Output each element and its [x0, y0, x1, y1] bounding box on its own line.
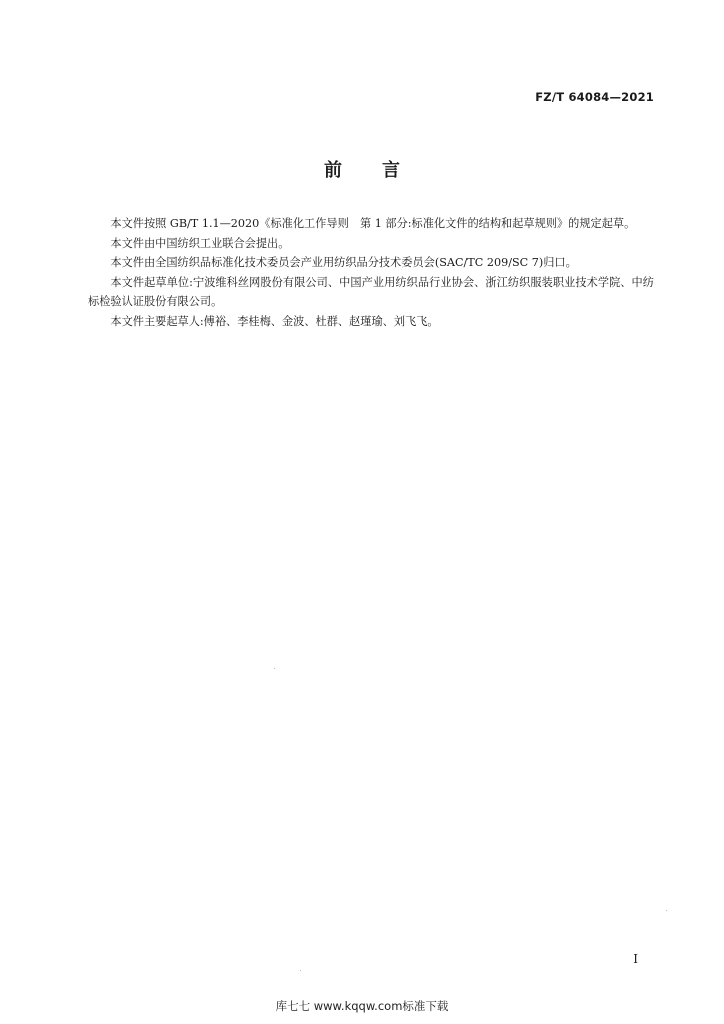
- paragraph-drafting-organizations: 本文件起草单位:宁波维科丝网股份有限公司、中国产业用纺织品行业协会、浙江纺织服装职业技术学院、中纺标检验认证股份有限公司。: [88, 275, 654, 308]
- page-title: 前言: [324, 160, 440, 181]
- paragraph-technical-committee: 本文件由全国纺织品标准化技术委员会产业用纺织品分技术委员会(SAC/TC 209/SC 7)归口。: [110, 256, 577, 269]
- footer-watermark: 库七七 www.kqqw.com标准下载: [275, 999, 449, 1013]
- foreword-body: [88, 214, 654, 331]
- scan-speck: [300, 970, 301, 971]
- scan-speck: [274, 668, 275, 669]
- paragraph-drafters: 本文件主要起草人:傅裕、李桂梅、金波、杜群、赵瑾瑜、刘飞飞。: [110, 314, 439, 328]
- document-number: FZ/T 64084—2021: [535, 90, 654, 104]
- page-number: I: [633, 952, 638, 966]
- scan-speck: [666, 910, 667, 911]
- paragraph-proposer: 本文件由中国纺织工业联合会提出。: [110, 236, 290, 250]
- paragraph-drafting-rules: 本文件按照 GB/T 1.1—2020《标准化工作导则 第 1 部分:标准化文件的结构和起草规则》的规定起草。: [110, 217, 636, 230]
